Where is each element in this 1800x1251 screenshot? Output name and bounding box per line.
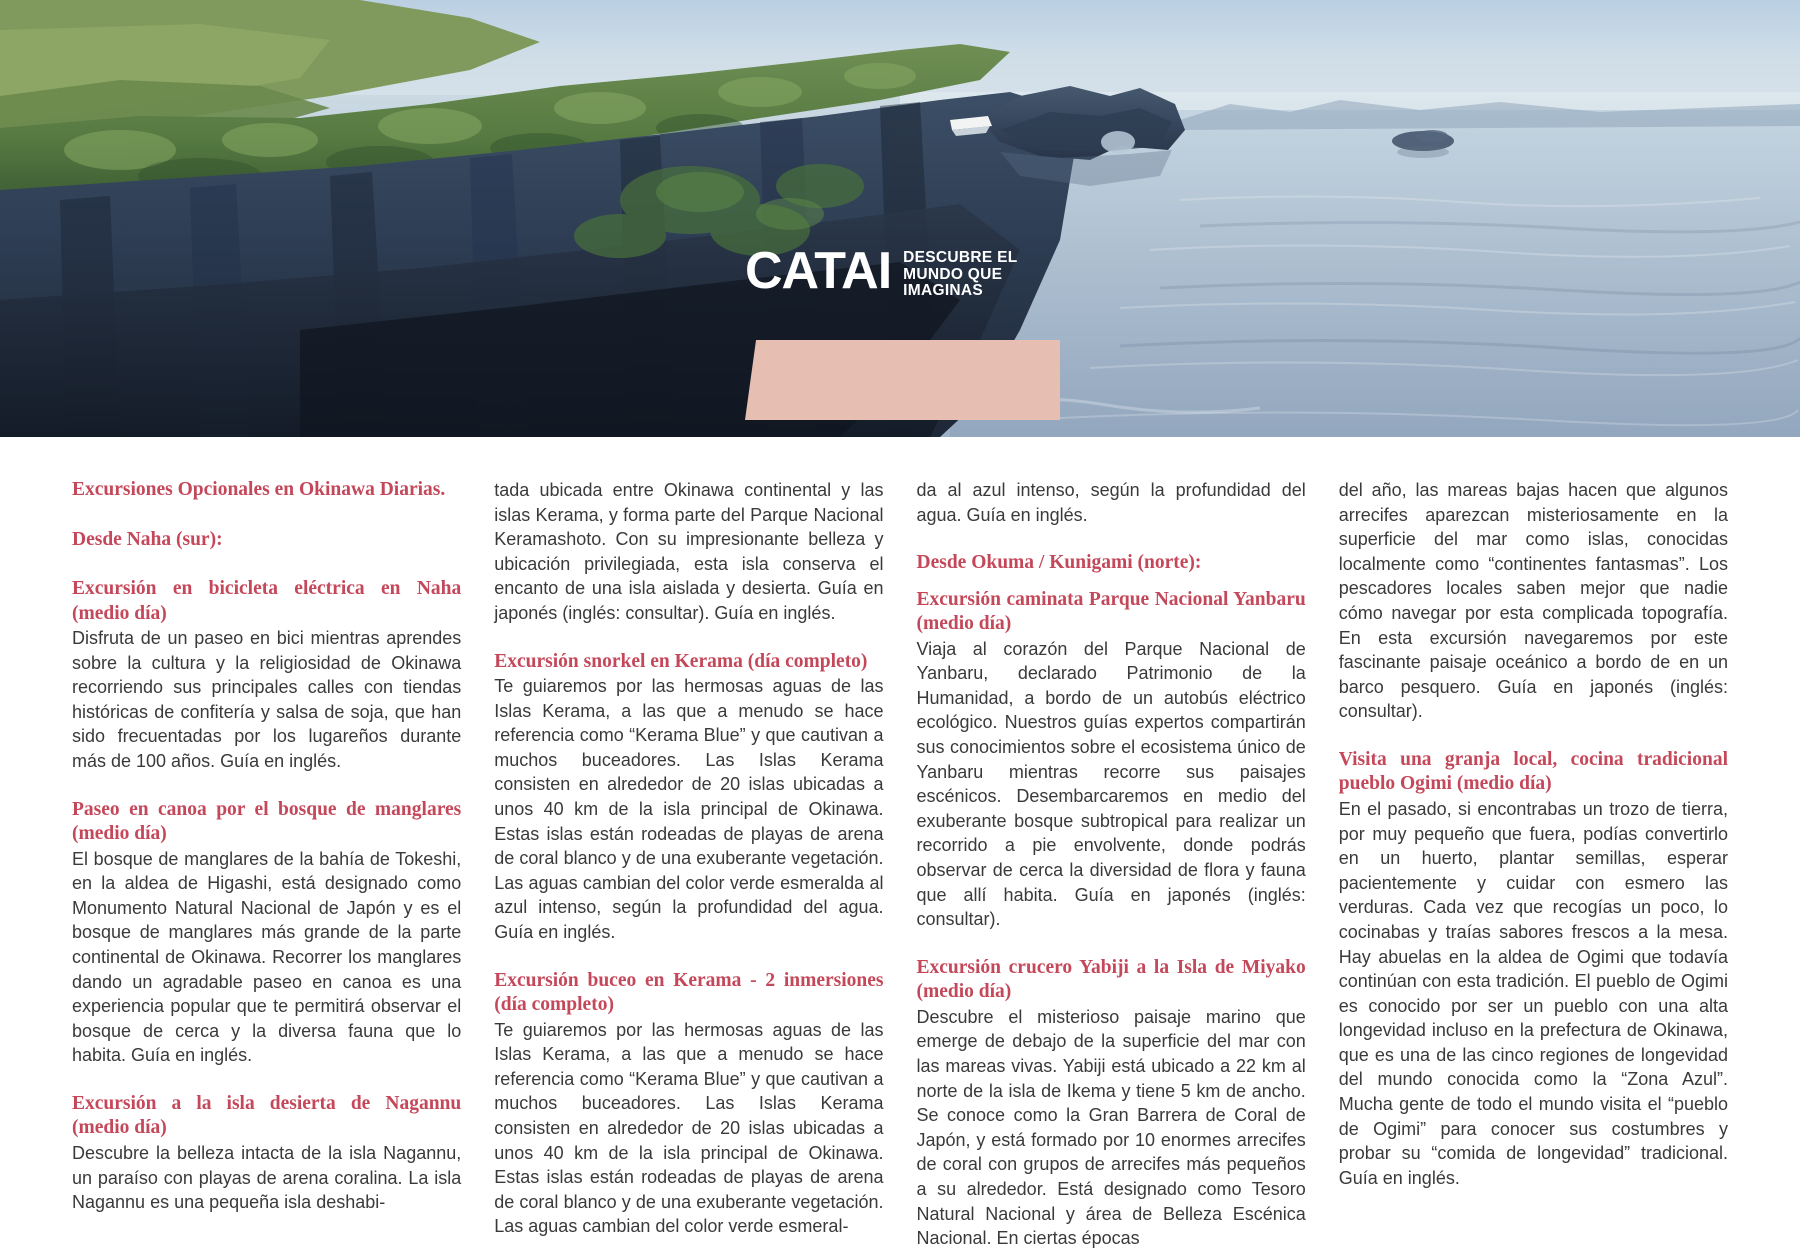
excursion-heading-bicicleta: Excursión en bicicleta eléctrica en Naha (medio día) bbox=[72, 578, 462, 624]
excursion-body-buceo-kerama: Te guiaremos por las hermosas aguas de las Islas Kerama, a las que a menudo se hace referencia como “Kerama Blue” y que cautivan a muchos buceadores. Las Islas Kerama consisten en alrededor de 20 islas ubicadas a unos 40 km de la isla principal de Okinawa. Estas islas están rodeadas de playas de arena de coral blanco y de una exuberante vegetación. Las aguas cambian del color verde esmeral- bbox=[494, 1019, 884, 1237]
excursion-body-nagannu: Descubre la belleza intacta de la isla Nagannu, un paraíso con playas de arena coralina. La isla Nagannu es una pequeña isla deshabi- bbox=[72, 1142, 462, 1213]
section-heading-okuma: Desde Okuma / Kunigami (norte): bbox=[916, 552, 1202, 574]
logo-tagline bbox=[903, 245, 1017, 300]
article-columns bbox=[0, 437, 1800, 1249]
excursion-heading-buceo-kerama: Excursión buceo en Kerama - 2 inmersiones (día completo) bbox=[494, 969, 884, 1016]
logo-tagline-line2: MUNDO QUE bbox=[903, 265, 1003, 283]
excursion-body-yanbaru: Viaja al corazón del Parque Nacional de Yanbaru, declarado Patrimonio de la Humanidad, a bordo de un autobús eléctrico ecológico. Nuestros guías expertos compartirán sus conocimientos sobre el ecosistema único de Yanbaru mientras recorre sus paisajes escénicos. Desembarcaremos en medio del exuberante bosque subtropical para realizar un recorrido a pie envolvente, donde podrás observar de cerca la diversidad de flora y fauna que allí habita. Guía en japonés (inglés: consultar). bbox=[916, 638, 1306, 930]
excursion-body-snorkel-kerama: Te guiaremos por las hermosas aguas de las Islas Kerama, a las que a menudo se hace referencia como “Kerama Blue” y que cautivan a muchos buceadores. Las Islas Kerama consisten en alrededor de 20 islas ubicadas a unos 40 km de la isla principal de Okinawa. Estas islas están rodeadas de playas de arena de coral blanco y de una exuberante vegetación. Las aguas cambian del color verde esmeralda al azul intenso, según la profundidad del agua. Guía en inglés. bbox=[494, 676, 884, 942]
excursion-body-bicicleta: Disfruta de un paseo en bici mientras aprendes sobre la cultura y la religiosidad de Okinawa recorriendo sus principales calles con tiendas históricas de confitería y salsa de soja, que han sido frecuentadas por los lugareños durante más de 100 años. Guía en inglés. bbox=[72, 628, 462, 771]
excursion-body-canoa: El bosque de manglares de la bahía de Tokeshi, en la aldea de Higashi, está designado como Monumento Natural Nacional de Japón y es el bosque de manglares más grande de la parte continental de Okinawa. Recorrer los manglares dando un agradable paseo en canoa es una experiencia popular que te permitirá observar el bosque de cerca y la diversa fauna que lo habita. Guía en inglés. bbox=[72, 848, 462, 1066]
logo-tagline-line1: DESCUBRE EL bbox=[903, 249, 1018, 266]
excursion-heading-ogimi: Visita una granja local, cocina tradicional pueblo Ogimi (medio día) bbox=[1338, 748, 1728, 795]
excursion-heading-nagannu: Excursión a la isla desierta de Nagannu (medio día) bbox=[72, 1092, 462, 1139]
column-1 bbox=[72, 478, 462, 1213]
page-title: Excursiones Opcionales en Okinawa Diarias. bbox=[72, 479, 446, 500]
excursion-heading-yanbaru: Excursión caminata Parque Nacional Yanbaru (medio día) bbox=[916, 588, 1306, 635]
pink-accent-shape bbox=[745, 340, 1060, 420]
logo-wordmark: CATAI bbox=[745, 242, 892, 300]
excursion-heading-snorkel-kerama: Excursión snorkel en Kerama (día completo) bbox=[494, 650, 868, 672]
excursion-body-yabiji-cont: del año, las mareas bajas hacen que algunos arrecifes aparezcan misteriosamente en la superficie del mar como islas, conocidas localmente como “continentes fantasmas”. Los pescadores locales saben mejor que nadie cómo navegar por esta complicada topografía. En esta excursión navegaremos por este fascinante paisaje oceánico a bordo de en un barco pesquero. Guía en japonés (inglés: consultar). bbox=[1338, 480, 1728, 722]
logo-tagline-line3: IMAGINAS bbox=[903, 282, 984, 299]
excursion-body-nagannu-cont: tada ubicada entre Okinawa continental y las islas Kerama, y forma parte del Parque Nacional Keramashoto. Con su impresionante belleza y ubicación privilegiada, esta isla conserva el encanto de una isla aislada y desierta. Guía en japonés (inglés: consultar). Guía en inglés. bbox=[494, 480, 884, 623]
section-heading-naha: Desde Naha (sur): bbox=[72, 528, 223, 550]
excursion-heading-canoa: Paseo en canoa por el bosque de manglares (medio día) bbox=[72, 798, 462, 845]
excursion-body-buceo-kerama-cont: da al azul intenso, según la profundidad del agua. Guía en inglés. bbox=[916, 480, 1306, 525]
excursion-body-ogimi: En el pasado, si encontrabas un trozo de tierra, por muy pequeño que fuera, podías convertirlo en un huerto, plantar semillas, esperar pacientemente y cuidar con esmero las verduras. Cada vez que recogías un poco, lo cocinabas y traías sabores frescos a la mesa. Hay abuelas en la aldea de Ogimi que todavía continúan con esta tradición. El pueblo de Ogimi es conocido por ser un pueblo con una alta longevidad incluso en la prefectura de Okinawa, que es una de las cinco regiones de longevidad del mundo conocida como la “Zona Azul”. Mucha gente de todo el mundo visita el “pueblo de Ogimi” para conocer sus costumbres y probar su “comida de longevidad” tradicional. Guía en inglés. bbox=[1338, 798, 1728, 1188]
excursion-heading-yabiji: Excursión crucero Yabiji a la Isla de Miyako (medio día) bbox=[916, 956, 1306, 1003]
hero-image bbox=[0, 0, 1800, 437]
catai-logo bbox=[745, 242, 1075, 315]
column-2 bbox=[494, 478, 884, 1237]
excursion-body-yabiji: Descubre el misterioso paisaje marino que emerge de debajo de la superficie del mar con las mareas vivas. Yabiji está ubicado a 22 km al norte de la isla de Ikema y tiene 5 km de ancho. Se conoce como la Gran Barrera de Coral de Japón, y está formado por 10 enormes arrecifes de coral con grupos de arrecifes más pequeños a su alrededor. Está designado como Tesoro Natural Nacional y área de Belleza Escénica Nacional. En ciertas épocas bbox=[916, 1006, 1306, 1249]
column-3 bbox=[916, 478, 1306, 1249]
column-4 bbox=[1339, 478, 1728, 1200]
